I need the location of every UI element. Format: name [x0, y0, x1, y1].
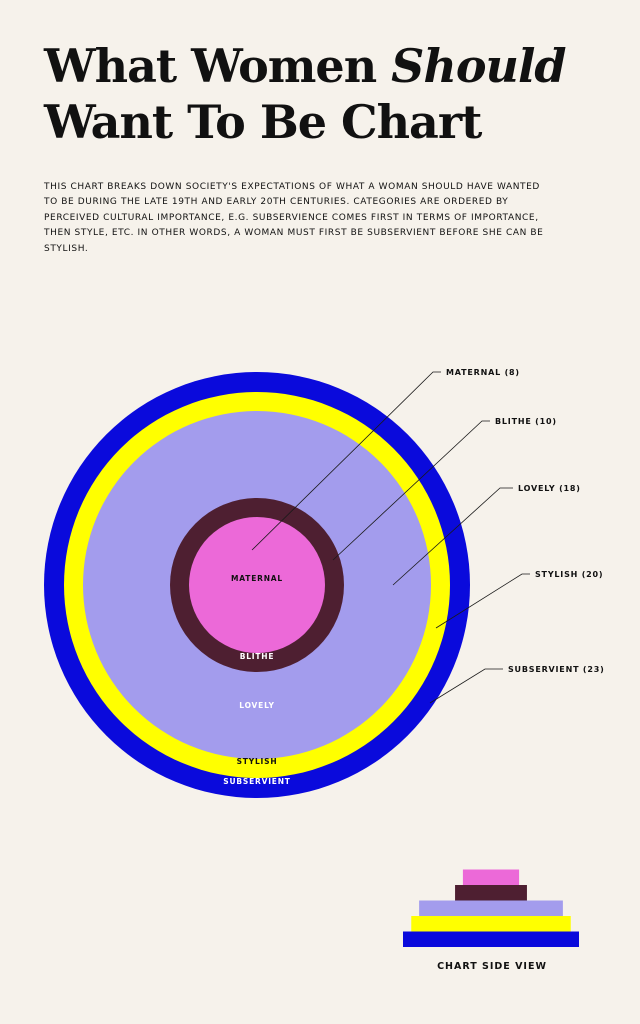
ring-label-maternal: MATERNAL	[231, 574, 283, 583]
title-line-2: Want To Be Chart	[44, 95, 482, 149]
ring-maternal	[189, 517, 325, 653]
ring-label-stylish: STYLISH	[236, 757, 278, 766]
side-view-tier-maternal	[463, 870, 519, 886]
title-emphasis: Should	[391, 39, 566, 93]
side-view-tier-blithe	[455, 885, 527, 901]
ring-label-subservient: SUBSERVIENT	[223, 777, 291, 786]
title-line-1: What Women Should	[44, 39, 566, 93]
side-view-tier-lovely	[419, 901, 563, 917]
side-view-tier-subservient	[403, 932, 579, 948]
callout-label-maternal: MATERNAL (8)	[446, 368, 520, 377]
ring-label-blithe: BLITHE	[239, 652, 275, 661]
ring-label-lovely: LOVELY	[239, 701, 275, 710]
side-view-caption: CHART SIDE VIEW	[437, 961, 547, 972]
chart-description: THIS CHART BREAKS DOWN SOCIETY'S EXPECTATIONS OF WHAT A WOMAN SHOULD HAVE WANTED TO BE DURING THE LATE 19TH AND EARLY 20TH CENTURIES. CATEGORIES ARE ORDERED BY PERCEIVED CULTURAL IMPORTANCE, E.G. SUBSERVIENCE COMES FIRST IN TERMS OF IMPORTANCE, THEN STYLE, ETC. IN OTHER WORDS, A WOMAN MUST FIRST BE SUBSERVIENT BEFORE SHE CAN BE STYLISH.	[44, 182, 544, 254]
callout-label-subservient: SUBSERVIENT (23)	[508, 665, 605, 674]
callout-label-stylish: STYLISH (20)	[535, 570, 604, 579]
callout-label-lovely: LOVELY (18)	[518, 484, 581, 493]
side-view-tier-stylish	[411, 916, 570, 932]
callout-label-blithe: BLITHE (10)	[495, 417, 557, 426]
